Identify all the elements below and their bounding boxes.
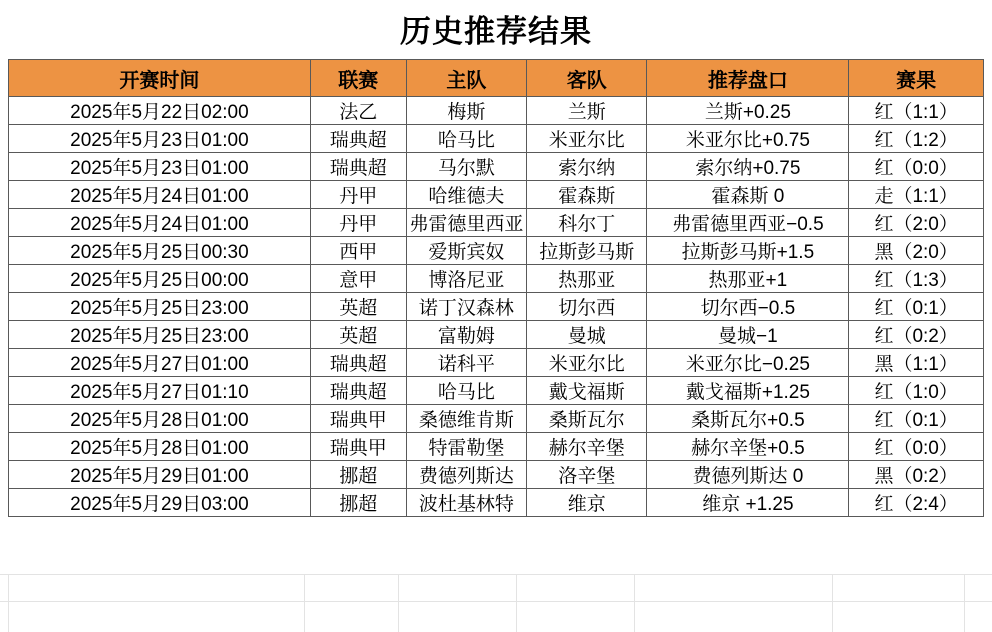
cell-time: 2025年5月25日23:00 — [9, 293, 311, 321]
cell-league: 丹甲 — [310, 209, 406, 237]
cell-home-team: 马尔默 — [406, 153, 526, 181]
cell-time: 2025年5月22日02:00 — [9, 97, 311, 125]
table-row — [9, 97, 984, 125]
column-header-away-team: 客队 — [527, 60, 647, 97]
grid-line — [964, 574, 965, 632]
cell-line: 曼城−1 — [647, 321, 849, 349]
cell-result: 红（1:0） — [849, 377, 984, 405]
table-row — [9, 293, 984, 321]
cell-time: 2025年5月25日23:00 — [9, 321, 311, 349]
grid-line — [398, 574, 399, 632]
table-row — [9, 181, 984, 209]
grid-line — [832, 574, 833, 632]
cell-line: 米亚尔比−0.25 — [647, 349, 849, 377]
table-row — [9, 265, 984, 293]
grid-line — [516, 574, 517, 632]
cell-home-team: 波杜基林特 — [406, 489, 526, 517]
cell-line: 米亚尔比+0.75 — [647, 125, 849, 153]
table-row — [9, 125, 984, 153]
cell-home-team: 梅斯 — [406, 97, 526, 125]
cell-league: 英超 — [310, 321, 406, 349]
grid-line — [634, 574, 635, 632]
column-header-recommended-line: 推荐盘口 — [647, 60, 849, 97]
cell-result: 黑（1:1） — [849, 349, 984, 377]
cell-home-team: 诺科平 — [406, 349, 526, 377]
cell-away-team: 戴戈福斯 — [527, 377, 647, 405]
cell-home-team: 哈马比 — [406, 125, 526, 153]
cell-result: 红（2:4） — [849, 489, 984, 517]
cell-time: 2025年5月27日01:00 — [9, 349, 311, 377]
cell-line: 索尔纳+0.75 — [647, 153, 849, 181]
cell-result: 黑（0:2） — [849, 461, 984, 489]
cell-away-team: 索尔纳 — [527, 153, 647, 181]
cell-league: 意甲 — [310, 265, 406, 293]
cell-away-team: 霍森斯 — [527, 181, 647, 209]
grid-line — [0, 601, 992, 602]
cell-home-team: 哈马比 — [406, 377, 526, 405]
cell-league: 瑞典超 — [310, 349, 406, 377]
cell-result: 红（0:1） — [849, 405, 984, 433]
cell-away-team: 切尔西 — [527, 293, 647, 321]
cell-line: 桑斯瓦尔+0.5 — [647, 405, 849, 433]
table-row — [9, 433, 984, 461]
cell-home-team: 博洛尼亚 — [406, 265, 526, 293]
table-row — [9, 405, 984, 433]
cell-away-team: 拉斯彭马斯 — [527, 237, 647, 265]
cell-line: 拉斯彭马斯+1.5 — [647, 237, 849, 265]
cell-away-team: 科尔丁 — [527, 209, 647, 237]
cell-home-team: 弗雷德里西亚 — [406, 209, 526, 237]
cell-line: 热那亚+1 — [647, 265, 849, 293]
history-results-table — [8, 59, 984, 517]
cell-result: 红（2:0） — [849, 209, 984, 237]
table-row — [9, 377, 984, 405]
column-header-league: 联赛 — [310, 60, 406, 97]
cell-away-team: 曼城 — [527, 321, 647, 349]
cell-league: 法乙 — [310, 97, 406, 125]
cell-result: 红（0:0） — [849, 153, 984, 181]
cell-time: 2025年5月29日03:00 — [9, 489, 311, 517]
table-row — [9, 209, 984, 237]
cell-home-team: 哈维德夫 — [406, 181, 526, 209]
cell-time: 2025年5月24日01:00 — [9, 181, 311, 209]
column-header-time: 开赛时间 — [9, 60, 311, 97]
cell-line: 维京 +1.25 — [647, 489, 849, 517]
grid-line — [8, 574, 9, 632]
cell-result: 红（1:3） — [849, 265, 984, 293]
empty-grid-area — [0, 574, 992, 632]
cell-result: 红（1:1） — [849, 97, 984, 125]
cell-result: 走（1:1） — [849, 181, 984, 209]
cell-away-team: 洛辛堡 — [527, 461, 647, 489]
header-row — [9, 60, 984, 97]
cell-time: 2025年5月27日01:10 — [9, 377, 311, 405]
table-row — [9, 153, 984, 181]
cell-time: 2025年5月29日01:00 — [9, 461, 311, 489]
cell-away-team: 赫尔辛堡 — [527, 433, 647, 461]
cell-time: 2025年5月25日00:00 — [9, 265, 311, 293]
column-header-result: 赛果 — [849, 60, 984, 97]
cell-home-team: 爱斯宾奴 — [406, 237, 526, 265]
cell-league: 挪超 — [310, 461, 406, 489]
table-body — [9, 97, 984, 517]
cell-league: 西甲 — [310, 237, 406, 265]
cell-time: 2025年5月24日01:00 — [9, 209, 311, 237]
cell-away-team: 热那亚 — [527, 265, 647, 293]
cell-league: 瑞典超 — [310, 125, 406, 153]
cell-time: 2025年5月28日01:00 — [9, 405, 311, 433]
cell-result: 红（1:2） — [849, 125, 984, 153]
cell-away-team: 米亚尔比 — [527, 349, 647, 377]
cell-time: 2025年5月23日01:00 — [9, 153, 311, 181]
cell-away-team: 米亚尔比 — [527, 125, 647, 153]
cell-result: 红（0:1） — [849, 293, 984, 321]
cell-line: 切尔西−0.5 — [647, 293, 849, 321]
page-title: 历史推荐结果 — [400, 14, 592, 49]
cell-league: 挪超 — [310, 489, 406, 517]
cell-line: 费德列斯达 0 — [647, 461, 849, 489]
cell-league: 瑞典甲 — [310, 405, 406, 433]
cell-away-team: 兰斯 — [527, 97, 647, 125]
grid-line — [0, 574, 992, 575]
cell-away-team: 维京 — [527, 489, 647, 517]
table-container — [0, 59, 992, 517]
cell-line: 兰斯+0.25 — [647, 97, 849, 125]
cell-home-team: 桑德维肯斯 — [406, 405, 526, 433]
cell-league: 瑞典甲 — [310, 433, 406, 461]
cell-line: 戴戈福斯+1.25 — [647, 377, 849, 405]
cell-line: 霍森斯 0 — [647, 181, 849, 209]
cell-home-team: 诺丁汉森林 — [406, 293, 526, 321]
table-row — [9, 489, 984, 517]
cell-line: 弗雷德里西亚−0.5 — [647, 209, 849, 237]
cell-result: 红（0:0） — [849, 433, 984, 461]
cell-league: 丹甲 — [310, 181, 406, 209]
table-row — [9, 349, 984, 377]
cell-league: 瑞典超 — [310, 377, 406, 405]
cell-time: 2025年5月28日01:00 — [9, 433, 311, 461]
cell-result: 黑（2:0） — [849, 237, 984, 265]
table-row — [9, 237, 984, 265]
cell-league: 英超 — [310, 293, 406, 321]
table-row — [9, 461, 984, 489]
cell-away-team: 桑斯瓦尔 — [527, 405, 647, 433]
cell-home-team: 特雷勒堡 — [406, 433, 526, 461]
grid-line — [304, 574, 305, 632]
table-header — [9, 60, 984, 97]
table-row — [9, 321, 984, 349]
column-header-home-team: 主队 — [406, 60, 526, 97]
cell-home-team: 费德列斯达 — [406, 461, 526, 489]
cell-league: 瑞典超 — [310, 153, 406, 181]
cell-time: 2025年5月23日01:00 — [9, 125, 311, 153]
cell-home-team: 富勒姆 — [406, 321, 526, 349]
cell-time: 2025年5月25日00:30 — [9, 237, 311, 265]
cell-result: 红（0:2） — [849, 321, 984, 349]
cell-line: 赫尔辛堡+0.5 — [647, 433, 849, 461]
